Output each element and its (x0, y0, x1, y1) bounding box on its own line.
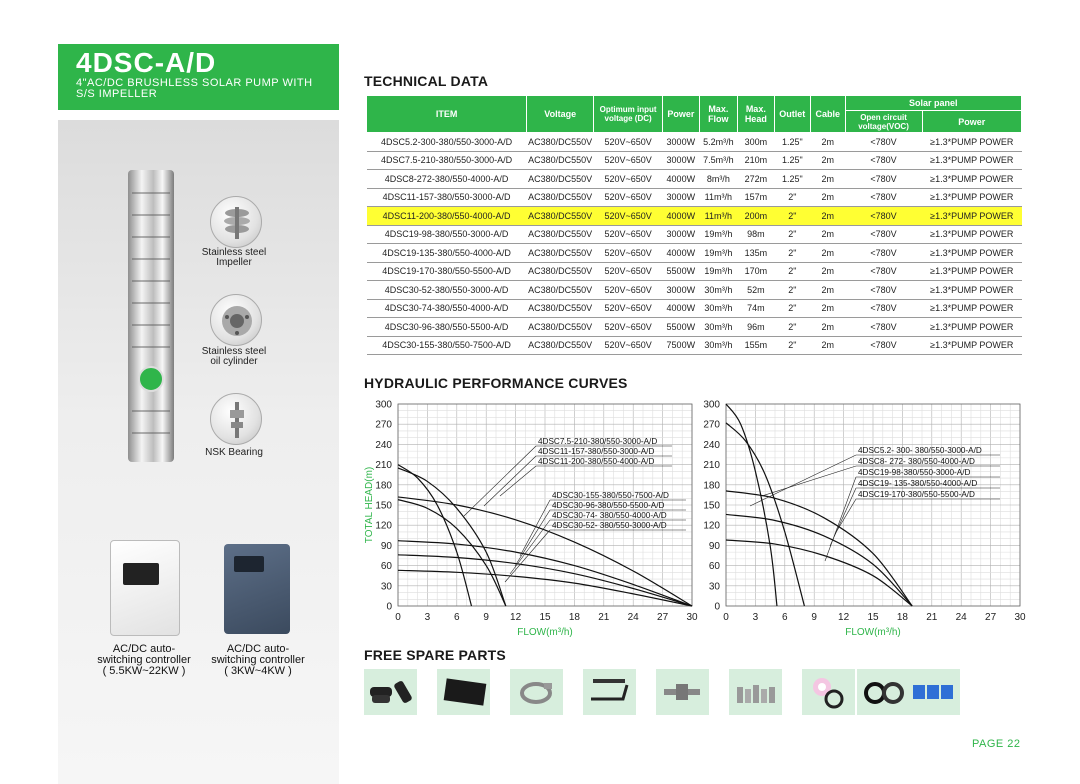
table-cell: 98m (738, 225, 774, 244)
table-cell: 520V~650V (594, 299, 663, 318)
y-tick-label: 120 (375, 520, 392, 532)
table-cell: 3000W (663, 225, 699, 244)
table-cell: 4DSC11-157-380/550-3000-A/D (367, 188, 527, 207)
table-cell: 520V~650V (594, 262, 663, 281)
table-cell: 2m (811, 225, 845, 244)
y-tick-label: 270 (703, 419, 720, 431)
controller-label-large: AC/DC auto- switching controller ( 5.5KW~22KW ) (97, 643, 191, 677)
table-cell: <780V (845, 225, 922, 244)
table-cell: <780V (845, 170, 922, 189)
table-cell: AC380/DC550V (527, 133, 594, 152)
table-cell: <780V (845, 207, 922, 226)
leader-line (835, 499, 856, 534)
x-tick-label: 24 (627, 612, 639, 623)
allen-wrench-icon (583, 669, 636, 715)
table-row (367, 207, 1022, 226)
y-tick-label: 240 (375, 439, 392, 451)
hose-clamp-icon (510, 669, 563, 715)
table-cell: 5500W (663, 262, 699, 281)
y-tick-label: 180 (375, 480, 392, 492)
pump-image (128, 170, 174, 462)
series-label: 4DSC30-155-380/550-7500-A/D (552, 491, 669, 500)
table-cell: 2" (774, 336, 810, 355)
x-tick-label: 0 (723, 612, 729, 623)
table-cell: 2" (774, 244, 810, 263)
table-cell: 2m (811, 262, 845, 281)
y-tick-label: 150 (703, 500, 720, 512)
table-cell: <780V (845, 244, 922, 263)
terminal-block-icon (907, 669, 960, 715)
table-row (367, 299, 1022, 318)
table-cell: ≥1.3*PUMP POWER (922, 133, 1021, 152)
series-label: 4DSC30-96-380/550-5500-A/D (552, 501, 665, 510)
o-ring-icon (857, 669, 910, 715)
table-cell: 1.25" (774, 151, 810, 170)
table-cell: ≥1.3*PUMP POWER (922, 244, 1021, 263)
y-tick-label: 60 (708, 561, 720, 573)
table-cell: 520V~650V (594, 207, 663, 226)
table-row (367, 281, 1022, 300)
col-cable: Cable (811, 96, 845, 133)
x-axis-label: FLOW(m³/h) (845, 627, 901, 638)
coupling-shaft-icon (656, 669, 709, 715)
table-cell: 170m (738, 262, 774, 281)
table-cell: 11m³/h (699, 207, 738, 226)
table-cell: AC380/DC550V (527, 170, 594, 189)
x-tick-label: 9 (483, 612, 489, 623)
table-cell: 19m³/h (699, 262, 738, 281)
table-cell: 4DSC19-170-380/550-5500-A/D (367, 262, 527, 281)
table-cell: 2m (811, 299, 845, 318)
y-tick-label: 270 (375, 419, 392, 431)
table-cell: <780V (845, 262, 922, 281)
table-cell: 155m (738, 336, 774, 355)
y-tick-label: 150 (375, 500, 392, 512)
controller-display (123, 563, 159, 585)
table-cell: 3000W (663, 281, 699, 300)
x-tick-label: 9 (811, 612, 817, 623)
table-cell: ≥1.3*PUMP POWER (922, 170, 1021, 189)
table-cell: 520V~650V (594, 188, 663, 207)
table-cell: 210m (738, 151, 774, 170)
page-number: PAGE 22 (972, 738, 1021, 750)
table-cell: AC380/DC550V (527, 225, 594, 244)
part-label-bearing: NSK Bearing (205, 447, 263, 458)
table-cell: 4DSC19-135-380/550-4000-A/D (367, 244, 527, 263)
table-cell: 5.2m³/h (699, 133, 738, 152)
series-label: 4DSC19- 135-380/550-4000-A/D (858, 479, 978, 488)
x-tick-label: 15 (539, 612, 551, 623)
table-cell: 4DSC5.2-300-380/550-3000-A/D (367, 133, 527, 152)
table-cell: 8m³/h (699, 170, 738, 189)
y-tick-label: 300 (375, 399, 392, 411)
y-tick-label: 210 (375, 460, 392, 472)
series-label: 4DSC11-200-380/550-4000-A/D (538, 457, 655, 466)
model-subtitle-line1: 4"AC/DC BRUSHLESS SOLAR PUMP WITH (76, 77, 313, 89)
y-tick-label: 30 (708, 581, 720, 593)
table-cell: 200m (738, 207, 774, 226)
model-banner (58, 44, 339, 110)
table-cell: AC380/DC550V (527, 318, 594, 337)
table-row (367, 225, 1022, 244)
performance-chart-right (690, 396, 1035, 640)
series-label: 4DSC7.5-210-380/550-3000-A/D (538, 437, 658, 446)
col-voltage: Voltage (527, 96, 594, 133)
x-tick-label: 6 (454, 612, 460, 623)
table-cell: 4000W (663, 170, 699, 189)
table-cell: 520V~650V (594, 170, 663, 189)
table-cell: <780V (845, 318, 922, 337)
table-cell: 5500W (663, 318, 699, 337)
x-tick-label: 24 (955, 612, 967, 623)
table-cell: 4DSC19-98-380/550-3000-A/D (367, 225, 527, 244)
brand-logo-icon (138, 366, 164, 392)
table-row (367, 133, 1022, 152)
table-cell: ≥1.3*PUMP POWER (922, 336, 1021, 355)
table-cell: AC380/DC550V (527, 244, 594, 263)
table-cell: ≥1.3*PUMP POWER (922, 225, 1021, 244)
leader-line (505, 530, 550, 582)
table-cell: AC380/DC550V (527, 336, 594, 355)
table-cell: 19m³/h (699, 225, 738, 244)
y-tick-label: 240 (703, 439, 720, 451)
table-cell: AC380/DC550V (527, 151, 594, 170)
table-cell: 4DSC30-96-380/550-5500-A/D (367, 318, 527, 337)
table-cell: ≥1.3*PUMP POWER (922, 281, 1021, 300)
table-cell: 157m (738, 188, 774, 207)
table-cell: 520V~650V (594, 281, 663, 300)
table-cell: 19m³/h (699, 244, 738, 263)
table-cell: ≥1.3*PUMP POWER (922, 299, 1021, 318)
y-tick-label: 0 (714, 601, 720, 613)
y-tick-label: 120 (703, 520, 720, 532)
table-cell: 3000W (663, 151, 699, 170)
controller-label-small: AC/DC auto- switching controller ( 3KW~4KW ) (211, 643, 305, 677)
technical-data-rows (367, 133, 1022, 355)
screws-icon (729, 669, 782, 715)
table-cell: 96m (738, 318, 774, 337)
table-cell: 4000W (663, 244, 699, 263)
y-tick-label: 180 (703, 480, 720, 492)
x-tick-label: 12 (838, 612, 850, 623)
table-cell: 2m (811, 133, 845, 152)
table-cell: 2" (774, 188, 810, 207)
table-cell: <780V (845, 299, 922, 318)
table-cell: 74m (738, 299, 774, 318)
table-cell: 7500W (663, 336, 699, 355)
table-cell: 11m³/h (699, 188, 738, 207)
oil-cylinder-icon (210, 294, 262, 346)
series-label: 4DSC30-52- 380/550-3000-A/D (552, 521, 667, 530)
table-cell: <780V (845, 336, 922, 355)
table-cell: 2m (811, 244, 845, 263)
table-cell: 520V~650V (594, 225, 663, 244)
table-cell: 2" (774, 225, 810, 244)
tape-roll-icon (802, 669, 855, 715)
col-item: ITEM (367, 96, 527, 133)
table-row (367, 336, 1022, 355)
series-label: 4DSC19-98-380/550-3000-A/D (858, 468, 971, 477)
table-cell: <780V (845, 151, 922, 170)
x-tick-label: 30 (1014, 612, 1026, 623)
table-cell: 2m (811, 151, 845, 170)
y-tick-label: 30 (380, 581, 392, 593)
table-row (367, 188, 1022, 207)
table-cell: 4DSC11-200-380/550-4000-A/D (367, 207, 527, 226)
col-optimum-voltage: Optimum input voltage (DC) (594, 96, 663, 133)
leader-line (825, 477, 856, 561)
x-tick-label: 0 (395, 612, 401, 623)
controller-image-small (224, 544, 290, 634)
y-tick-label: 60 (380, 561, 392, 573)
controller-image-large (110, 540, 180, 636)
table-cell: 1.25" (774, 133, 810, 152)
heat-shrink-tube-icon (437, 669, 490, 715)
col-panel-power: Power (922, 111, 1021, 133)
series-line (726, 540, 912, 606)
col-max-head: Max. Head (738, 96, 774, 133)
series-label: 4DSC19-170-380/550-5500-A/D (858, 490, 975, 499)
table-cell: 135m (738, 244, 774, 263)
x-tick-label: 3 (752, 612, 759, 623)
table-cell: 2m (811, 318, 845, 337)
y-axis-label: TOTAL HEAD(m) (364, 466, 375, 544)
table-row (367, 262, 1022, 281)
table-cell: ≥1.3*PUMP POWER (922, 262, 1021, 281)
x-tick-label: 15 (867, 612, 879, 623)
part-label-impeller: Stainless steel Impeller (201, 247, 267, 268)
x-tick-label: 3 (424, 612, 431, 623)
model-name: 4DSC-A/D (76, 47, 217, 78)
cable-sleeve-icon (364, 669, 417, 715)
table-cell: 30m³/h (699, 318, 738, 337)
table-cell: 520V~650V (594, 244, 663, 263)
bearing-icon (210, 393, 262, 445)
table-cell: 2m (811, 188, 845, 207)
table-cell: 4DSC30-74-380/550-4000-A/D (367, 299, 527, 318)
series-label: 4DSC8- 272- 380/550-4000-A/D (858, 457, 975, 466)
table-row (367, 244, 1022, 263)
table-cell: AC380/DC550V (527, 207, 594, 226)
table-cell: 2m (811, 336, 845, 355)
x-tick-label: 30 (686, 612, 698, 623)
table-cell: 520V~650V (594, 336, 663, 355)
series-label: 4DSC11-157-380/550-3000-A/D (538, 447, 655, 456)
table-cell: 52m (738, 281, 774, 300)
table-cell: ≥1.3*PUMP POWER (922, 207, 1021, 226)
x-tick-label: 18 (568, 612, 580, 623)
technical-data-table (366, 95, 1022, 355)
table-cell: AC380/DC550V (527, 281, 594, 300)
table-row (367, 318, 1022, 337)
col-max-flow: Max. Flow (699, 96, 738, 133)
y-tick-label: 300 (703, 399, 720, 411)
x-tick-label: 12 (510, 612, 522, 623)
model-subtitle-line2: S/S IMPELLER (76, 88, 158, 100)
table-cell: 3000W (663, 133, 699, 152)
table-cell: AC380/DC550V (527, 262, 594, 281)
table-cell: <780V (845, 133, 922, 152)
col-outlet: Outlet (774, 96, 810, 133)
table-cell: <780V (845, 281, 922, 300)
spare-parts-title: FREE SPARE PARTS (364, 647, 506, 663)
y-tick-label: 90 (380, 540, 392, 552)
table-cell: 2" (774, 207, 810, 226)
table-cell: 4000W (663, 299, 699, 318)
part-label-oil-cylinder: Stainless steel oil cylinder (201, 346, 267, 367)
col-voc: Open circuit voltage(VOC) (845, 111, 922, 133)
impeller-icon (210, 196, 262, 248)
table-cell: 7.5m³/h (699, 151, 738, 170)
table-cell: 2" (774, 299, 810, 318)
table-cell: 2" (774, 262, 810, 281)
col-power: Power (663, 96, 699, 133)
table-cell: 2m (811, 170, 845, 189)
table-cell: 30m³/h (699, 281, 738, 300)
x-tick-label: 21 (926, 612, 938, 623)
table-cell: 30m³/h (699, 336, 738, 355)
table-cell: 4DSC7.5-210-380/550-3000-A/D (367, 151, 527, 170)
x-tick-label: 18 (896, 612, 908, 623)
x-tick-label: 27 (985, 612, 997, 623)
table-cell: ≥1.3*PUMP POWER (922, 188, 1021, 207)
table-cell: ≥1.3*PUMP POWER (922, 151, 1021, 170)
table-cell: 4DSC8-272-380/550-4000-A/D (367, 170, 527, 189)
table-cell: 1.25" (774, 170, 810, 189)
table-cell: <780V (845, 188, 922, 207)
controller-display (234, 556, 264, 572)
table-row (367, 170, 1022, 189)
x-tick-label: 21 (598, 612, 610, 623)
series-line (398, 465, 472, 606)
table-cell: 520V~650V (594, 151, 663, 170)
performance-title: HYDRAULIC PERFORMANCE CURVES (364, 375, 628, 391)
x-axis-label: FLOW(m³/h) (517, 627, 573, 638)
table-cell: 2m (811, 207, 845, 226)
table-cell: 3000W (663, 188, 699, 207)
table-cell: ≥1.3*PUMP POWER (922, 318, 1021, 337)
y-tick-label: 90 (708, 540, 720, 552)
series-label: 4DSC30-74- 380/550-4000-A/D (552, 511, 667, 520)
x-tick-label: 27 (657, 612, 669, 623)
table-cell: 520V~650V (594, 318, 663, 337)
table-cell: AC380/DC550V (527, 299, 594, 318)
x-tick-label: 6 (782, 612, 788, 623)
table-cell: 4DSC30-155-380/550-7500-A/D (367, 336, 527, 355)
table-cell: 520V~650V (594, 133, 663, 152)
table-row (367, 151, 1022, 170)
series-line (398, 500, 506, 606)
series-label: 4DSC5.2- 300- 380/550-3000-A/D (858, 446, 982, 455)
y-tick-label: 0 (386, 601, 392, 613)
table-cell: 2m (811, 281, 845, 300)
table-cell: 300m (738, 133, 774, 152)
table-cell: 4DSC30-52-380/550-3000-A/D (367, 281, 527, 300)
table-cell: 272m (738, 170, 774, 189)
table-cell: AC380/DC550V (527, 188, 594, 207)
table-cell: 30m³/h (699, 299, 738, 318)
col-solar-panel: Solar panel (845, 96, 1021, 111)
technical-data-title: TECHNICAL DATA (364, 73, 489, 89)
performance-chart-left (360, 396, 705, 640)
table-cell: 4000W (663, 207, 699, 226)
y-tick-label: 210 (703, 460, 720, 472)
series-line (726, 491, 912, 606)
table-cell: 2" (774, 318, 810, 337)
table-cell: 2" (774, 281, 810, 300)
